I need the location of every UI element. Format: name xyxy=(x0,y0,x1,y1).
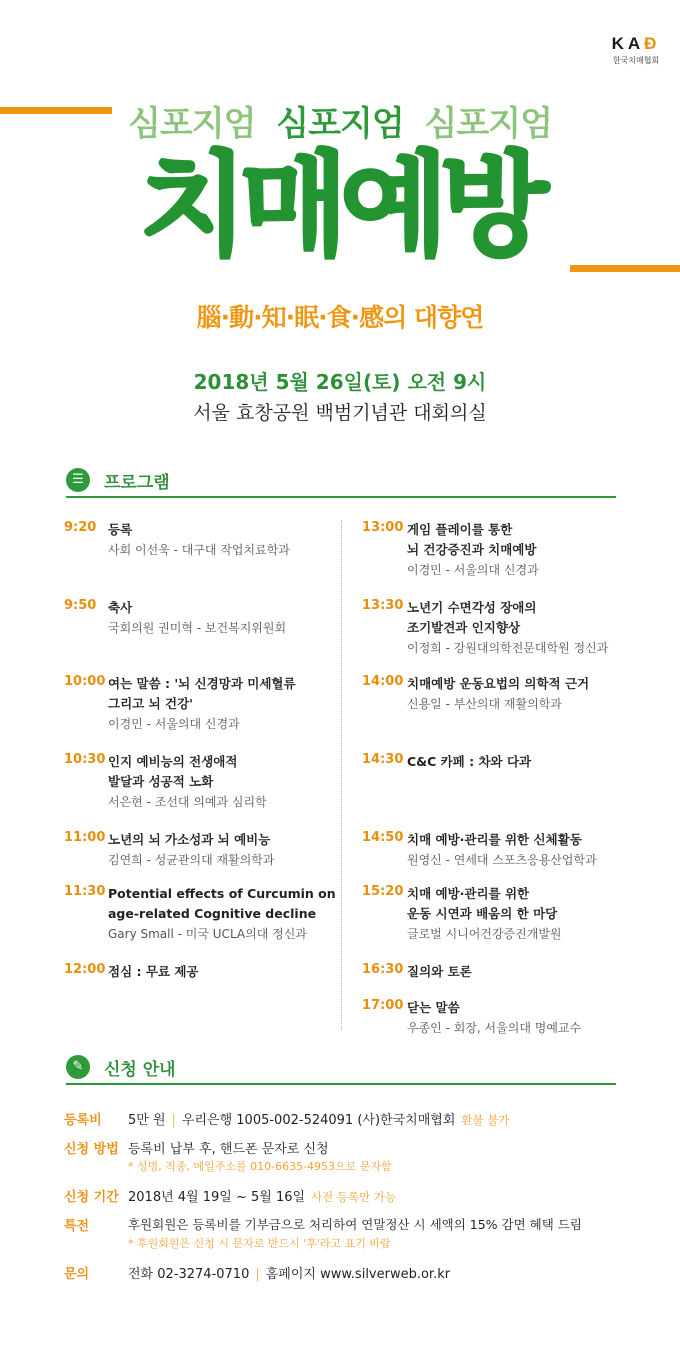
program-body xyxy=(407,598,662,658)
program-time: 14:00 xyxy=(362,674,404,689)
logo-mark-text: KA xyxy=(611,34,645,53)
main-title: 치매예방 xyxy=(139,141,541,271)
program-body xyxy=(108,752,339,812)
accent-bar-right xyxy=(570,265,680,272)
separator: | xyxy=(255,1267,260,1282)
program-speaker: 글로벌 시니어건강증진개발원 xyxy=(407,927,562,941)
program-title xyxy=(108,752,339,792)
program-body xyxy=(407,962,662,982)
program-time: 9:20 xyxy=(64,520,97,535)
program-speaker: 국회의원 권미혁 - 보건복지위원회 xyxy=(108,621,287,635)
document-icon: ☰ xyxy=(66,468,90,492)
program-time: 14:50 xyxy=(362,830,404,845)
program-title xyxy=(108,884,339,924)
program-title-line: 노년기 수면각성 장애의 xyxy=(407,600,537,615)
program-speaker: Gary Small - 미국 UCLA의대 정신과 xyxy=(108,927,307,941)
tagline: 腦·動·知·眠·食·感의 대향연 xyxy=(196,303,484,332)
program-body xyxy=(108,884,339,944)
program-body xyxy=(407,830,662,870)
program-title-line: 조기발견과 인지향상 xyxy=(407,620,521,635)
program-column-divider xyxy=(341,520,342,1030)
program-title-line: 등록 xyxy=(108,522,133,537)
program-time: 9:50 xyxy=(64,598,97,613)
program-time: 12:00 xyxy=(64,962,106,977)
period-label: 신청 기간 xyxy=(64,1190,119,1205)
program-title xyxy=(108,830,339,850)
method-label: 신청 방법 xyxy=(64,1142,119,1157)
program-speaker: 이경민 - 서울의대 신경과 xyxy=(407,563,539,577)
program-title-line: 인지 예비능의 전생애적 xyxy=(108,754,238,769)
program-body xyxy=(407,674,662,714)
perk-text: 후원회원은 등록비를 기부금으로 처리하여 연말정산 시 세액의 15% 감면 혜택 드림 xyxy=(128,1217,582,1232)
program-time: 13:00 xyxy=(362,520,404,535)
program-title-line: age-related Cognitive decline xyxy=(108,906,317,921)
apply-heading: 신청 안내 xyxy=(104,1060,176,1080)
program-title-line: 닫는 말씀 xyxy=(407,1000,460,1015)
method-text: 등록비 납부 후, 핸드폰 문자로 신청 xyxy=(128,1142,329,1157)
event-date: 2018년 5월 26일(토) 오전 9시 xyxy=(193,370,487,394)
subtitle-3: 심포지엄 xyxy=(424,104,552,144)
program-time: 13:30 xyxy=(362,598,404,613)
program-body xyxy=(108,830,339,870)
logo-org-name: 한국치매협회 xyxy=(612,56,660,65)
program-title-line: 노년의 뇌 가소성과 뇌 예비능 xyxy=(108,832,271,847)
program-title-line: 치매예방 운동요법의 의학적 근거 xyxy=(407,676,590,691)
event-venue: 서울 효창공원 백범기념관 대회의실 xyxy=(193,402,487,424)
program-title xyxy=(407,598,662,638)
perk-label: 특전 xyxy=(64,1219,90,1234)
program-speaker: 이정희 - 강원대의학전문대학원 정신과 xyxy=(407,641,609,655)
program-time: 11:30 xyxy=(64,884,106,899)
program-time: 10:30 xyxy=(64,752,106,767)
program-title xyxy=(108,962,339,982)
program-body xyxy=(407,998,662,1038)
period-text: 2018년 4월 19일 ~ 5월 16일 xyxy=(128,1190,306,1205)
method-note: * 성명, 직종, 메일주소를 010-6635-4953으로 문자함 xyxy=(128,1160,392,1173)
program-title xyxy=(407,674,662,694)
program-title-line: 그리고 뇌 건강' xyxy=(108,696,193,711)
program-title-line: 치매 예방·관리를 위한 신체활동 xyxy=(407,832,582,847)
program-title-line: 점심 : 무료 제공 xyxy=(108,964,199,979)
program-time: 11:00 xyxy=(64,830,106,845)
program-time: 16:30 xyxy=(362,962,404,977)
program-title-line: C&C 카페 : 차와 다과 xyxy=(407,754,532,769)
fee-account: 우리은행 1005-002-524091 (사)한국치매협회 xyxy=(181,1113,456,1128)
program-title xyxy=(407,520,662,560)
program-time: 14:30 xyxy=(362,752,404,767)
subtitle-2: 심포지엄 xyxy=(276,104,404,144)
program-body xyxy=(407,884,662,944)
contact-phone: 전화 02-3274-0710 xyxy=(128,1267,250,1282)
program-title xyxy=(407,752,662,772)
contact-web[interactable]: 홈페이지 www.silverweb.or.kr xyxy=(265,1267,451,1282)
program-title-line: 질의와 토론 xyxy=(407,964,472,979)
program-title xyxy=(407,998,662,1018)
logo-mark-d: Đ xyxy=(644,34,661,53)
kad-logo xyxy=(606,34,666,66)
program-section-header xyxy=(66,468,616,498)
contact-label: 문의 xyxy=(64,1267,90,1282)
program-speaker: 사회 이선욱 - 대구대 작업치료학과 xyxy=(108,543,290,557)
subtitle-1: 심포지엄 xyxy=(128,104,256,144)
program-speaker: 원영신 - 연세대 스포츠응용산업학과 xyxy=(407,853,597,867)
program-body xyxy=(108,962,339,982)
program-title-line: 게임 플레이를 통한 xyxy=(407,522,513,537)
program-title xyxy=(407,830,662,850)
program-time: 15:20 xyxy=(362,884,404,899)
program-title xyxy=(108,520,339,540)
pencil-icon: ✎ xyxy=(66,1055,90,1079)
program-heading: 프로그램 xyxy=(104,473,170,493)
program-title xyxy=(108,674,339,714)
fee-note: 환불 불가 xyxy=(461,1113,510,1127)
program-time: 17:00 xyxy=(362,998,404,1013)
symposium-subtitle-row xyxy=(0,96,680,145)
period-note: 사전 등록만 가능 xyxy=(311,1190,397,1204)
program-title-line: 축사 xyxy=(108,600,133,615)
program-title xyxy=(407,884,662,924)
program-body xyxy=(108,598,339,638)
program-speaker: 서은현 - 조선대 의예과 심리학 xyxy=(108,795,267,809)
apply-section-header xyxy=(66,1055,616,1085)
program-speaker: 김연희 - 성균관의대 재활의학과 xyxy=(108,853,275,867)
program-time: 10:00 xyxy=(64,674,106,689)
program-body xyxy=(108,674,339,734)
program-body xyxy=(108,520,339,560)
program-title xyxy=(108,598,339,618)
separator: | xyxy=(171,1113,176,1128)
program-body xyxy=(407,752,662,772)
program-speaker: 신용일 - 부산의대 재활의학과 xyxy=(407,697,562,711)
program-title-line: 여는 말씀 : '뇌 신경망과 미세혈류 xyxy=(108,676,296,691)
perk-note: * 후원회원은 신청 시 문자로 반드시 '후'라고 표기 바람 xyxy=(128,1237,391,1250)
program-title-line: 발달과 성공적 노화 xyxy=(108,774,214,789)
program-title-line: Potential effects of Curcumin on xyxy=(108,886,336,901)
fee-amount: 5만 원 xyxy=(128,1113,166,1128)
program-body xyxy=(407,520,662,580)
program-speaker: 이경민 - 서울의대 신경과 xyxy=(108,717,240,731)
program-speaker: 우종인 - 회장, 서울의대 명예교수 xyxy=(407,1021,582,1035)
fee-label: 등록비 xyxy=(64,1113,102,1128)
program-title-line: 뇌 건강증진과 치매예방 xyxy=(407,542,537,557)
program-title-line: 운동 시연과 배움의 한 마당 xyxy=(407,906,558,921)
program-title-line: 치매 예방·관리를 위한 xyxy=(407,886,530,901)
program-title xyxy=(407,962,662,982)
